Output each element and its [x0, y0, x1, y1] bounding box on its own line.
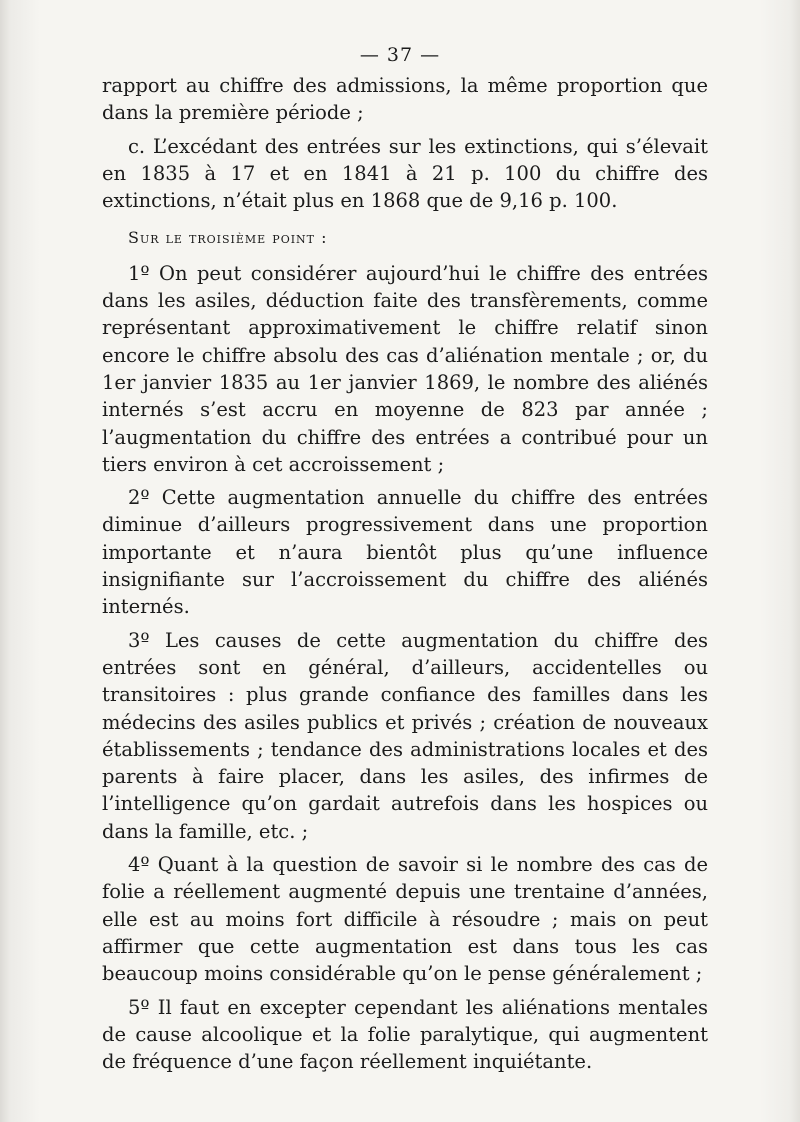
body-text [102, 72, 708, 1081]
section-heading: Sur le troisième point : [128, 228, 328, 248]
point-1: 1º On peut considérer aujourd’hui le chiffre des entrées dans les asiles, déduction faite des transfèrements, comme représentant approximativement le chiffre relatif sinon encore le chiffre absolu des cas d’aliénation mentale ; or, du 1er janvier 1835 au 1er janvier 1869, le nombre des aliénés internés s’est accru en moyenne de 823 par année ; l’augmentation du chiffre des entrées a contribué pour un tiers environ à cet accroissement ; [102, 261, 708, 476]
paragraph-c: c. L’excédant des entrées sur les extinctions, qui s’élevait en 1835 à 17 et en 1841 à 21 p. 100 du chiffre des extinctions, n’était plus en 1868 que de 9,16 p. 100. [102, 134, 708, 213]
point-4: 4º Quant à la question de savoir si le nombre des cas de folie a réellement augmenté depuis une trentaine d’années, elle est au moins fort difficile à résoudre ; mais on peut affirmer que cette augmentation est dans tous les cas beaucoup moins considérable qu’on le pense généralement ; [102, 853, 708, 986]
page-number: — 37 — [359, 44, 441, 66]
point-3: 3º Les causes de cette augmentation du chiffre des entrées sont en général, d’ailleurs, accidentelles ou transitoires : plus grande confiance des familles dans les médecins des asiles publics et privés ; création de nouveaux établissements ; tendance des administrations locales et des parents à faire placer, dans les asiles, des infirmes de l’intelligence qu’on gardait autrefois dans les hospices ou dans la famille, etc. ; [102, 628, 708, 843]
point-2: 2º Cette augmentation annuelle du chiffre des entrées diminue d’ailleurs progressivement dans une proportion importante et n’aura bientôt plus qu’une influence insignifiante sur l’accroissement du chiffre des aliénés internés. [102, 486, 708, 619]
paragraph-continuation: rapport au chiffre des admissions, la même proportion que dans la première période ; [102, 74, 708, 125]
point-5: 5º Il faut en excepter cependant les aliénations mentales de cause alcoolique et la folie paralytique, qui augmentent de fréquence d’une façon réellement inquiétante. [102, 995, 708, 1074]
